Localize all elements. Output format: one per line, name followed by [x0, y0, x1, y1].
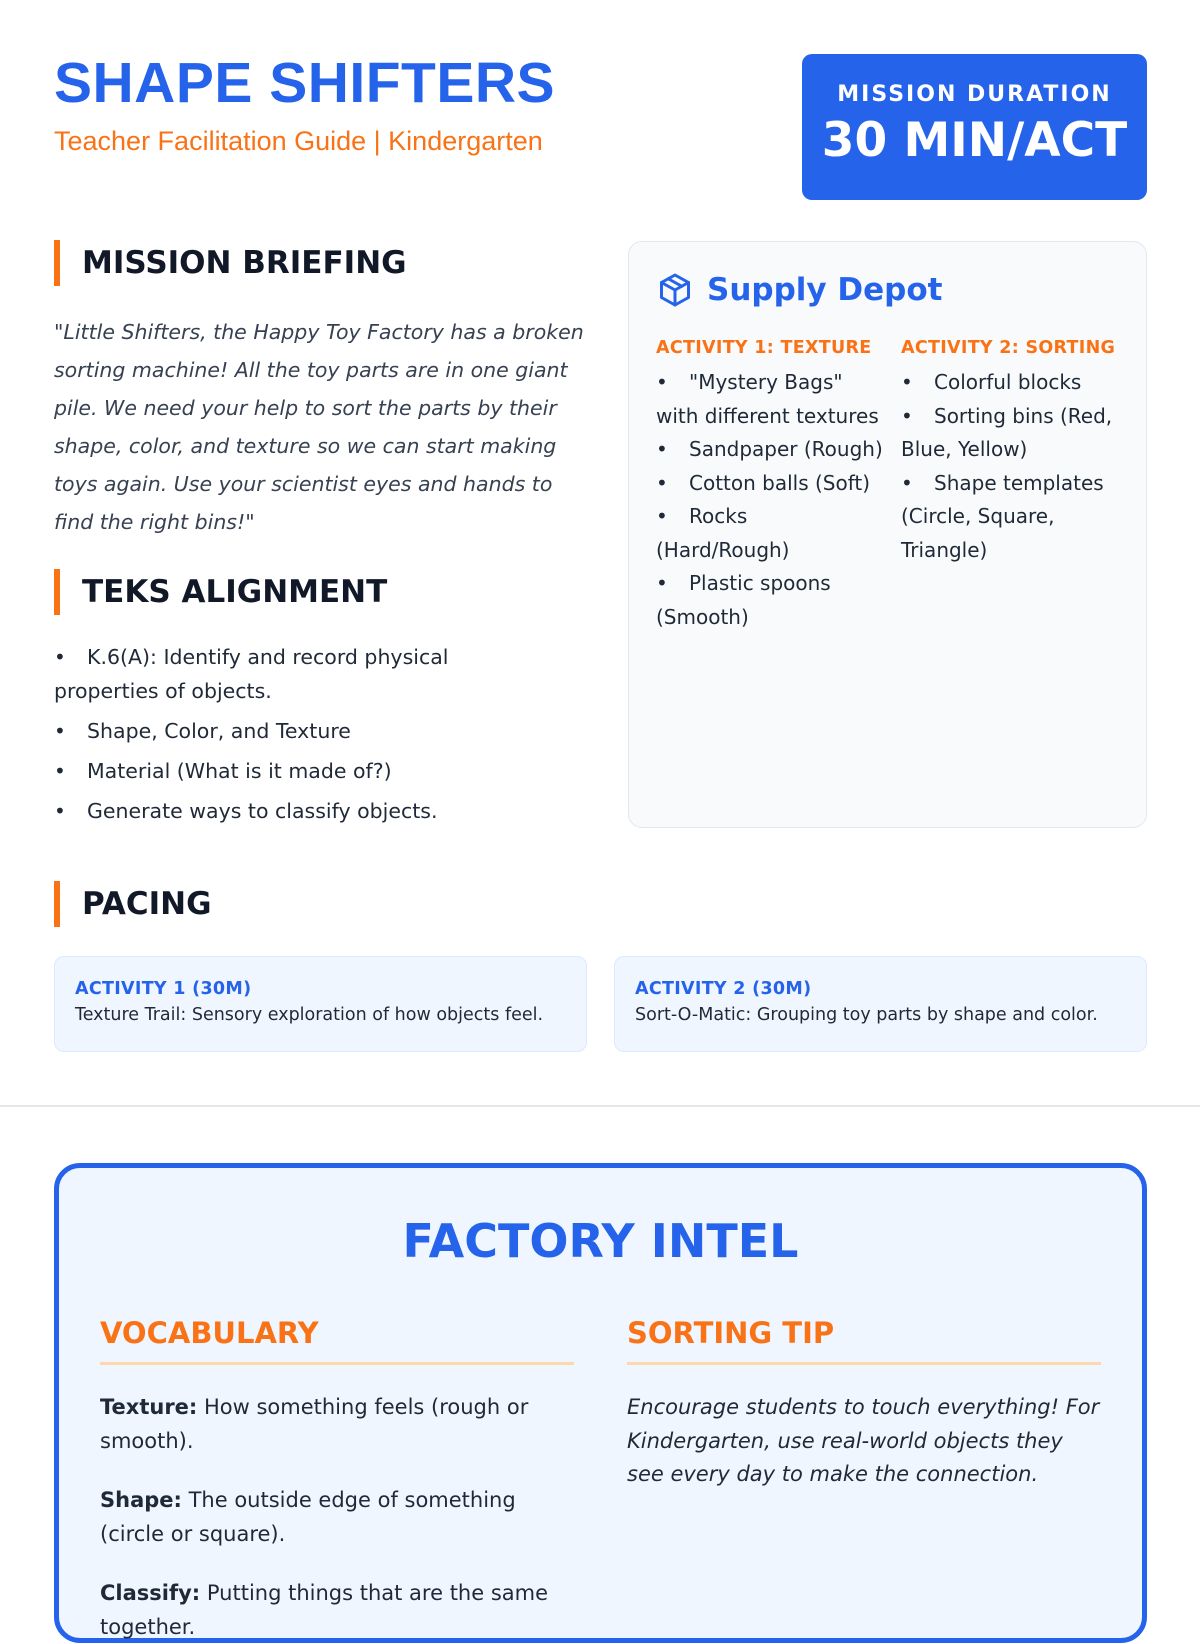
briefing-text: "Little Shifters, the Happy Toy Factory has a broken sorting machine! All the toy parts are in one giant pile. We need your help to sort the parts by their shape, color, and texture so we can start making toys again. Use your scientist eyes and hands to find the right bins!" [54, 320, 584, 534]
vocab-term: Texture: [100, 1395, 198, 1419]
briefing-heading: MISSION BRIEFING [54, 240, 407, 286]
depot-col2-heading: ACTIVITY 2: SORTING [901, 338, 1116, 358]
vocab-def: The outside edge of something (circle or square). [100, 1488, 516, 1546]
depot-activity-2 [901, 338, 1131, 567]
vocab-entry [100, 1391, 574, 1458]
factory-intel-panel [54, 1163, 1147, 1643]
duration-value: 30 MIN/ACT [821, 113, 1128, 168]
supply-item: • "Mystery Bags" with different textures [656, 366, 886, 433]
supply-depot-title: Supply Depot [707, 272, 943, 308]
depot-col1-heading: ACTIVITY 1: TEXTURE [656, 338, 872, 358]
teks-item: • Material (What is it made of?) [54, 754, 554, 788]
supply-item: • Sandpaper (Rough) [656, 433, 886, 467]
page-subtitle: Teacher Facilitation Guide | Kindergarten [54, 126, 543, 156]
supply-item: • Shape templates (Circle, Square, Triangle) [901, 467, 1131, 568]
teks-item: • K.6(A): Identify and record physical properties of objects. [54, 640, 554, 708]
sorting-tip-section [627, 1316, 1101, 1492]
vocab-def: How something feels (rough or smooth). [100, 1395, 529, 1453]
pacing-card-desc: Texture Trail: Sensory exploration of how objects feel. [75, 1005, 544, 1025]
duration-label: MISSION DURATION [837, 82, 1112, 107]
vocab-entry [100, 1484, 574, 1551]
supply-item: • Plastic spoons (Smooth) [656, 567, 886, 634]
teks-item: • Shape, Color, and Texture [54, 714, 554, 748]
factory-intel-title: FACTORY INTEL [402, 1214, 799, 1268]
pacing-heading: PACING [54, 881, 212, 927]
pacing-card-2 [614, 956, 1147, 1052]
supply-item: • Sorting bins (Red, Blue, Yellow) [901, 400, 1131, 467]
vocab-term: Classify: [100, 1581, 201, 1605]
supply-item: • Rocks (Hard/Rough) [656, 500, 886, 567]
vocab-term: Shape: [100, 1488, 182, 1512]
sorting-tip-heading: SORTING TIP [627, 1316, 1101, 1365]
vocabulary-heading: VOCABULARY [100, 1316, 574, 1365]
vocabulary-section [100, 1316, 574, 1644]
vocab-entry [100, 1577, 574, 1644]
pacing-card-1 [54, 956, 587, 1052]
mission-duration-badge [802, 54, 1147, 200]
pacing-card-title: ACTIVITY 1 (30M) [75, 979, 252, 999]
supply-item: • Cotton balls (Soft) [656, 467, 886, 501]
section-divider [0, 1105, 1200, 1107]
supply-depot-card [628, 241, 1147, 828]
sorting-tip-text: Encourage students to touch everything! For Kindergarten, use real-world objects they see every day to make the connection. [627, 1395, 1100, 1486]
teks-heading: TEKS ALIGNMENT [54, 569, 387, 615]
supply-depot-header [657, 272, 942, 308]
page-title: SHAPE SHIFTERS [54, 51, 556, 115]
vocab-def: Putting things that are the same together. [100, 1581, 549, 1639]
supply-item: • Colorful blocks [901, 366, 1131, 400]
depot-activity-1 [656, 338, 886, 634]
teks-item: • Generate ways to classify objects. [54, 794, 554, 828]
pacing-card-title: ACTIVITY 2 (30M) [635, 979, 812, 999]
pacing-card-desc: Sort-O-Matic: Grouping toy parts by shape and color. [635, 1005, 1098, 1025]
teks-list [54, 640, 554, 834]
box-icon [657, 272, 693, 308]
